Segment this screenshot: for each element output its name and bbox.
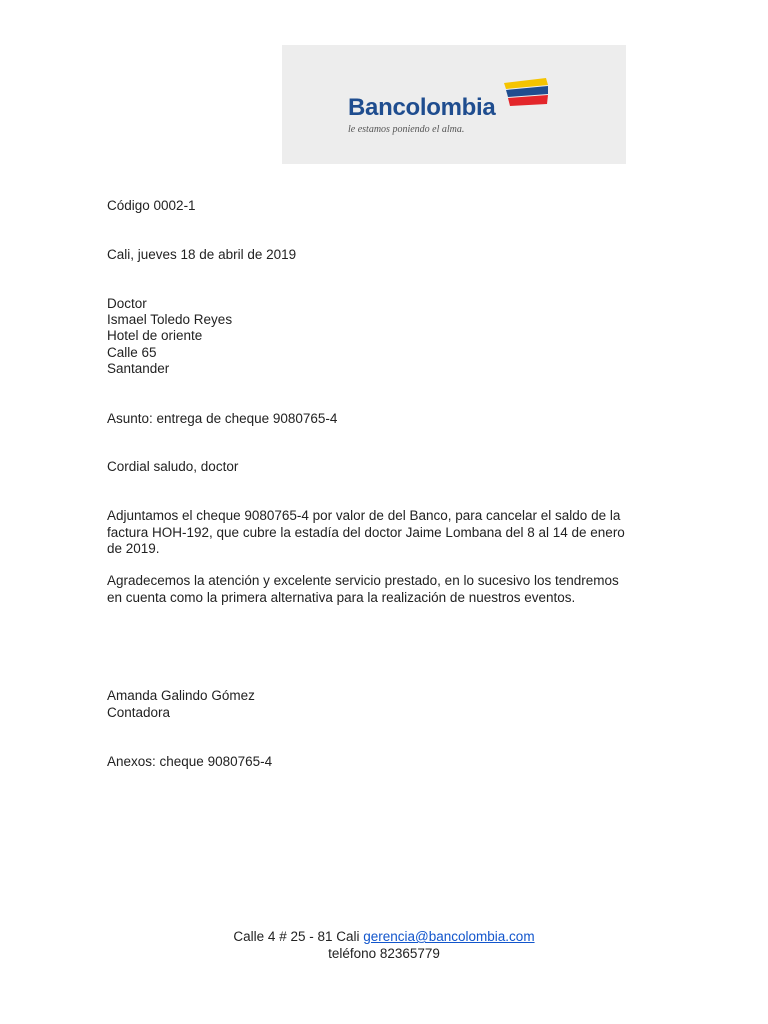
- brand-tagline: le estamos poniendo el alma.: [348, 124, 465, 135]
- brand-name: Bancolombia: [348, 94, 496, 121]
- recipient-name: Ismael Toledo Reyes: [107, 312, 233, 327]
- letter-date: Cali, jueves 18 de abril de 2019: [107, 247, 297, 262]
- body-paragraph-1: Adjuntamos el cheque 9080765-4 por valor de del Banco, para cancelar el saldo de la factura HOH-192, que cubre la estadía del doctor Jaime Lombana del 8 al 14 de enero de 2019.: [107, 508, 625, 556]
- footer-email-link[interactable]: gerencia@bancolombia.com: [363, 929, 535, 944]
- letterhead-logo: [282, 45, 626, 164]
- footer-phone: teléfono 82365779: [328, 946, 440, 961]
- recipient-company: Hotel de oriente: [107, 328, 203, 343]
- bancolombia-flag-icon: [498, 77, 550, 109]
- letter-code: Código 0002-1: [107, 198, 196, 213]
- body-paragraph-2: Agradecemos la atención y excelente servicio prestado, en lo sucesivo los tendremos en cuenta como la primera alternativa para la realización de nuestros eventos.: [107, 573, 619, 605]
- signature-role: Contadora: [107, 705, 171, 720]
- recipient-city: Santander: [107, 361, 170, 376]
- footer-address: Calle 4 # 25 - 81 Cali: [233, 929, 360, 944]
- letter-subject: Asunto: entrega de cheque 9080765-4: [107, 411, 338, 426]
- letter-greeting: Cordial saludo, doctor: [107, 459, 239, 474]
- annex-line: Anexos: cheque 9080765-4: [107, 754, 273, 769]
- recipient-title: Doctor: [107, 296, 147, 311]
- signature-name: Amanda Galindo Gómez: [107, 688, 255, 703]
- recipient-street: Calle 65: [107, 345, 157, 360]
- footer-address-line: [0, 929, 768, 945]
